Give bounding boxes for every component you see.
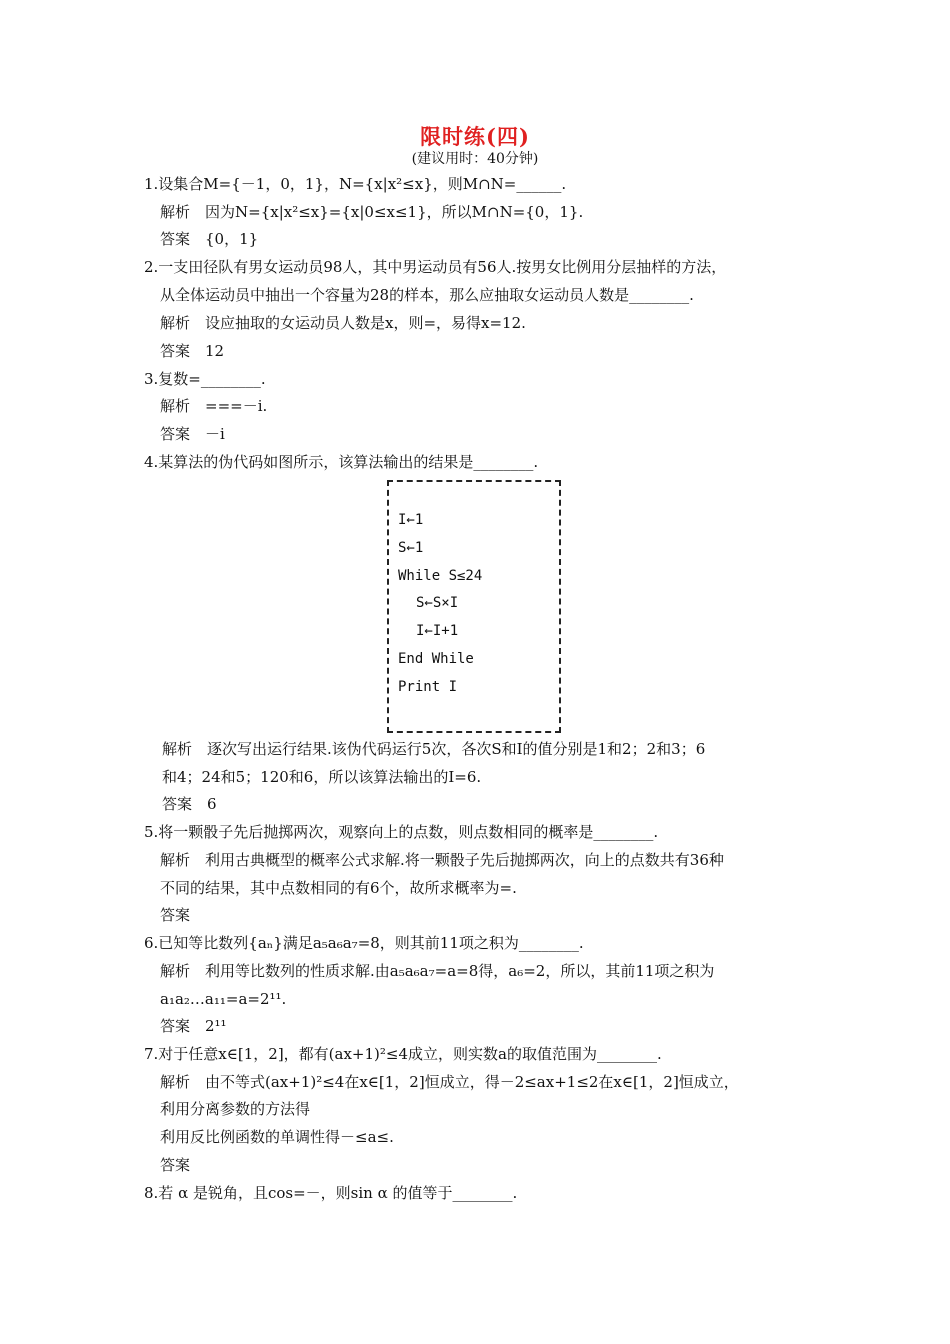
- text-line: 答案: [160, 906, 191, 924]
- text-line: 利用反比例函数的单调性得－≤a≤.: [160, 1128, 394, 1146]
- text-line: 4.某算法的伪代码如图所示，该算法输出的结果是________.: [144, 453, 539, 471]
- text-line: 解析 逐次写出运行结果.该伪代码运行5次，各次S和I的值分别是1和2；2和3；6: [162, 740, 706, 758]
- text-line: 答案: [160, 1156, 191, 1174]
- pseudocode-box: [387, 480, 561, 733]
- text-line: 解析 设应抽取的女运动员人数是x，则=，易得x=12.: [160, 314, 526, 332]
- text-line: 从全体运动员中抽出一个容量为28的样本，那么应抽取女运动员人数是________.: [160, 286, 694, 304]
- code-line: End While: [398, 651, 474, 667]
- text-line: 解析 利用等比数列的性质求解.由a₅a₆a₇=a=8得，a₆=2，所以，其前11项之积为: [160, 962, 715, 980]
- page-subtitle: (建议用时：40分钟): [411, 151, 539, 167]
- text-line: 7.对于任意x∈[1，2]，都有(ax+1)²≤4成立，则实数a的取值范围为________.: [144, 1045, 662, 1063]
- code-line: S←S×I: [416, 595, 459, 611]
- code-line: I←I+1: [416, 623, 459, 639]
- code-line: I←1: [398, 512, 424, 528]
- text-line: 解析 ===－i.: [160, 397, 268, 415]
- page-title: 限时练(四): [420, 124, 530, 149]
- text-line: 5.将一颗骰子先后抛掷两次，观察向上的点数，则点数相同的概率是________.: [144, 823, 659, 841]
- text-line: 解析 因为N={x|x²≤x}={x|0≤x≤1}，所以M∩N={0，1}.: [160, 203, 584, 221]
- text-line: 不同的结果，其中点数相同的有6个，故所求概率为=.: [160, 879, 517, 897]
- text-line: 答案 6: [162, 795, 217, 813]
- text-line: 和4；24和5；120和6，所以该算法输出的I=6.: [162, 768, 482, 786]
- text-line: 解析 由不等式(ax+1)²≤4在x∈[1，2]恒成立，得－2≤ax+1≤2在x∈[1，2]恒成立，: [160, 1073, 739, 1091]
- text-line: 2.一支田径队有男女运动员98人，其中男运动员有56人.按男女比例用分层抽样的方法，: [144, 258, 727, 276]
- text-line: 利用分离参数的方法得: [160, 1100, 311, 1118]
- text-line: 答案 12: [160, 342, 225, 360]
- text-line: 1.设集合M={－1，0，1}，N={x|x²≤x}，则M∩N=______.: [144, 175, 567, 193]
- text-line: 6.已知等比数列{aₙ}满足a₅a₆a₇=8，则其前11项之积为________.: [144, 934, 584, 952]
- code-line: S←1: [398, 540, 424, 556]
- code-line: Print I: [398, 679, 458, 695]
- code-line: While S≤24: [398, 568, 483, 584]
- text-line: 答案 －i: [160, 425, 225, 443]
- text-line: 解析 利用古典概型的概率公式求解.将一颗骰子先后抛掷两次，向上的点数共有36种: [160, 851, 724, 869]
- text-line: 答案 {0，1}: [160, 230, 259, 248]
- text-line: 答案 2¹¹: [160, 1017, 227, 1035]
- text-line: 3.复数=________.: [144, 370, 266, 388]
- text-line: a₁a₂…a₁₁=a=2¹¹.: [160, 990, 287, 1008]
- text-line: 8.若 α 是锐角，且cos=－，则sin α 的值等于________.: [144, 1184, 518, 1202]
